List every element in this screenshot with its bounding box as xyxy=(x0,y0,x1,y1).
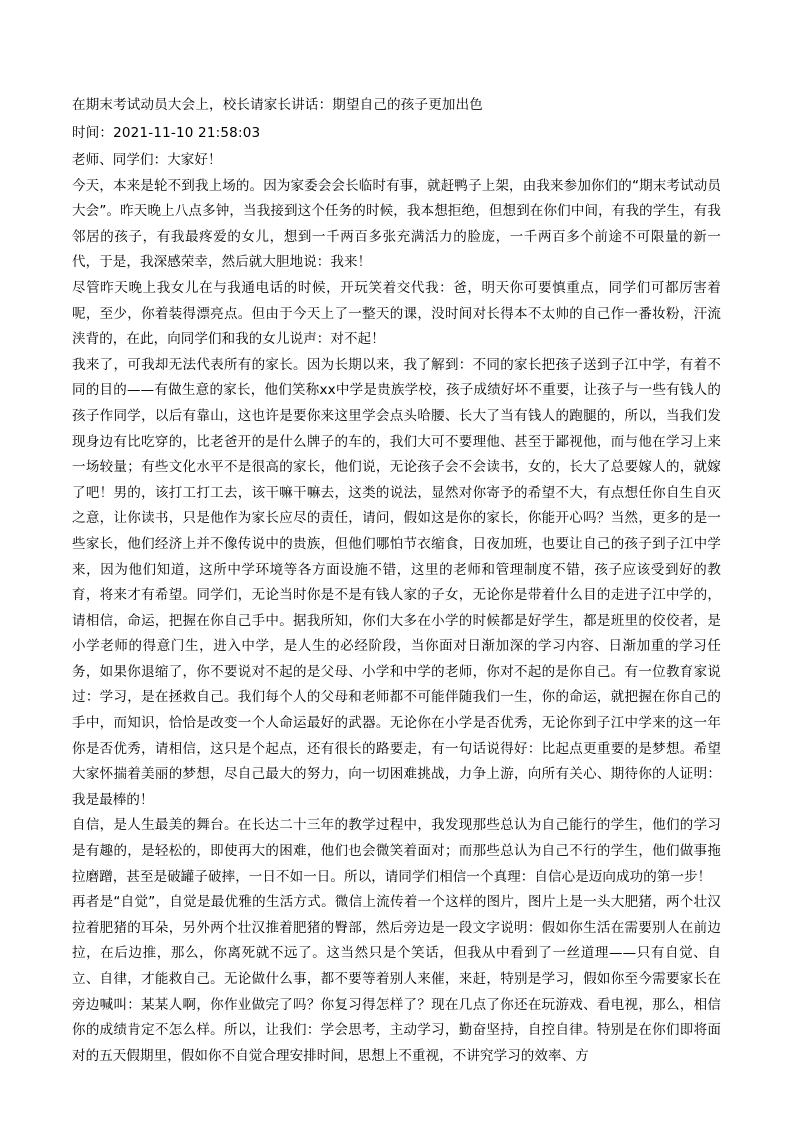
publish-time: 时间：2021-11-10 21:58:03 xyxy=(72,125,261,141)
paragraph-1: 今天，本来是轮不到我上场的。因为家委会会长临时有事，就赶鸭子上架，由我来参加你们的“期末考试动员大会”。昨天晚上八点多钟，当我接到这个任务的时候，我本想拒绝，但想到在你们中间，有我的学生，有我邻居的孩子，有我最疼爱的女儿，想到一千两百多张充满活力的脸庞，一千两百多个前途不可限量的新一代，于是，我深感荣幸，然后就大胆地说：我来！ xyxy=(72,177,721,271)
paragraph-greeting: 老师、同学们：大家好！ xyxy=(72,152,222,168)
paragraph-3: 我来了，可我却无法代表所有的家长。因为长期以来，我了解到：不同的家长把孩子送到子江中学，有着不同的目的——有做生意的家长，他们笑称xx中学是贵族学校，孩子成绩好坏不重要，让孩子与一些有钱人的孩子作同学，以后有靠山，这也许是要你来这里学会点头哈腰、长大了当有钱人的跑腿的，所以，当我们发现身边有比吃穿的，比老爸开的是什么牌子的车的，我们大可不要理他、甚至于鄙视他，而与他在学习上来一场较量；有些文化水平不是很高的家长，他们说，无论孩子会不会读书，女的，长大了总要嫁人的，就嫁了吧！男的，该打工打工去，该干嘛干嘛去，这类的说法，显然对你寄予的希望不大，有点想任你自生自灭之意，让你读书，只是他作为家长应尽的责任，请问，假如这是你的家长，你能开心吗？当然，更多的是一些家长，他们经济上并不像传说中的贵族，但他们哪怕节衣缩食，日夜加班，也要让自己的孩子到子江中学来，因为他们知道，这所中学环境等各方面设施不错，这里的老师和管理制度不错，孩子应该受到好的教育，将来才有希望。同学们，无论当时你是不是有钱人家的子女，无论你是带着什么目的走进子江中学的，请相信，命运，把握在你自己手中。据我所知，你们大多在小学的时候都是好学生，都是班里的佼佼者，是小学老师的得意门生，进入中学，是人生的必经阶段，当你面对日渐加深的学习内容、日渐加重的学习任务，如果你退缩了，你不要说对不起的是父母、小学和中学的老师，你对不起的是你自己。有一位教育家说过：学习，是在拯救自己。我们每个人的父母和老师都不可能伴随我们一生，你的命运，就把握在你自己的手中，而知识，恰恰是改变一个人命运最好的武器。无论你在小学是否优秀，无论你到子江中学来的这一年你是否优秀，请相信，这只是个起点，还有很长的路要走，有一句话说得好：比起点更重要的是梦想。希望大家怀揣着美丽的梦想，尽自己最大的努力，向一切困难挑战，力争上游，向所有关心、期待你的人证明：我是最棒的！ xyxy=(72,356,721,808)
paragraph-4: 自信，是人生最美的舞台。在长达二十三年的教学过程中，我发现那些总认为自己能行的学生，他们的学习是有趣的，是轻松的，即使再大的困难，他们也会微笑着面对；而那些总认为自己不行的学生，他们做事拖拉磨蹭，甚至是破罐子破摔，一日不如一日。所以，请同学们相信一个真理：自信心是迈向成功的第一步！ xyxy=(72,817,721,885)
page-title: 在期末考试动员大会上，校长请家长讲话：期望自己的孩子更加出色 xyxy=(72,97,483,113)
paragraph-5: 再者是“自觉”，自觉是最优雅的生活方式。微信上流传着一个这样的图片，图片上是一头大肥猪，两个壮汉拉着肥猪的耳朵，另外两个壮汉推着肥猪的臀部，然后旁边是一段文字说明：假如你生活在需要别人在前边拉，在后边推，那么，你离死就不远了。这当然只是个笑话，但我从中看到了一丝道理——只有自觉、自立、自律，才能救自己。无论做什么事，都不要等着别人来催，来赶，特别是学习，假如你至今需要家长在旁边喊叫：某某人啊，你作业做完了吗？你复习得怎样了？现在几点了你还在玩游戏、看电视，那么，相信你的成绩肯定不怎么样。所以，让我们：学会思考，主动学习，勤奋坚持，自控自律。特别是在你们即将面对的五天假期里，假如你不自觉合理安排时间，思想上不重视，不讲究学习的效率、方 xyxy=(72,894,721,1064)
paragraph-2: 尽管昨天晚上我女儿在与我通电话的时候，开玩笑着交代我：爸，明天你可要慎重点，同学们可都厉害着呢，至少，你着装得漂亮点。但由于今天上了一整天的课，没时间对长得本不太帅的自己作一番妆粉，汗流浃背的，在此，向同学们和我的女儿说声：对不起！ xyxy=(72,279,721,348)
